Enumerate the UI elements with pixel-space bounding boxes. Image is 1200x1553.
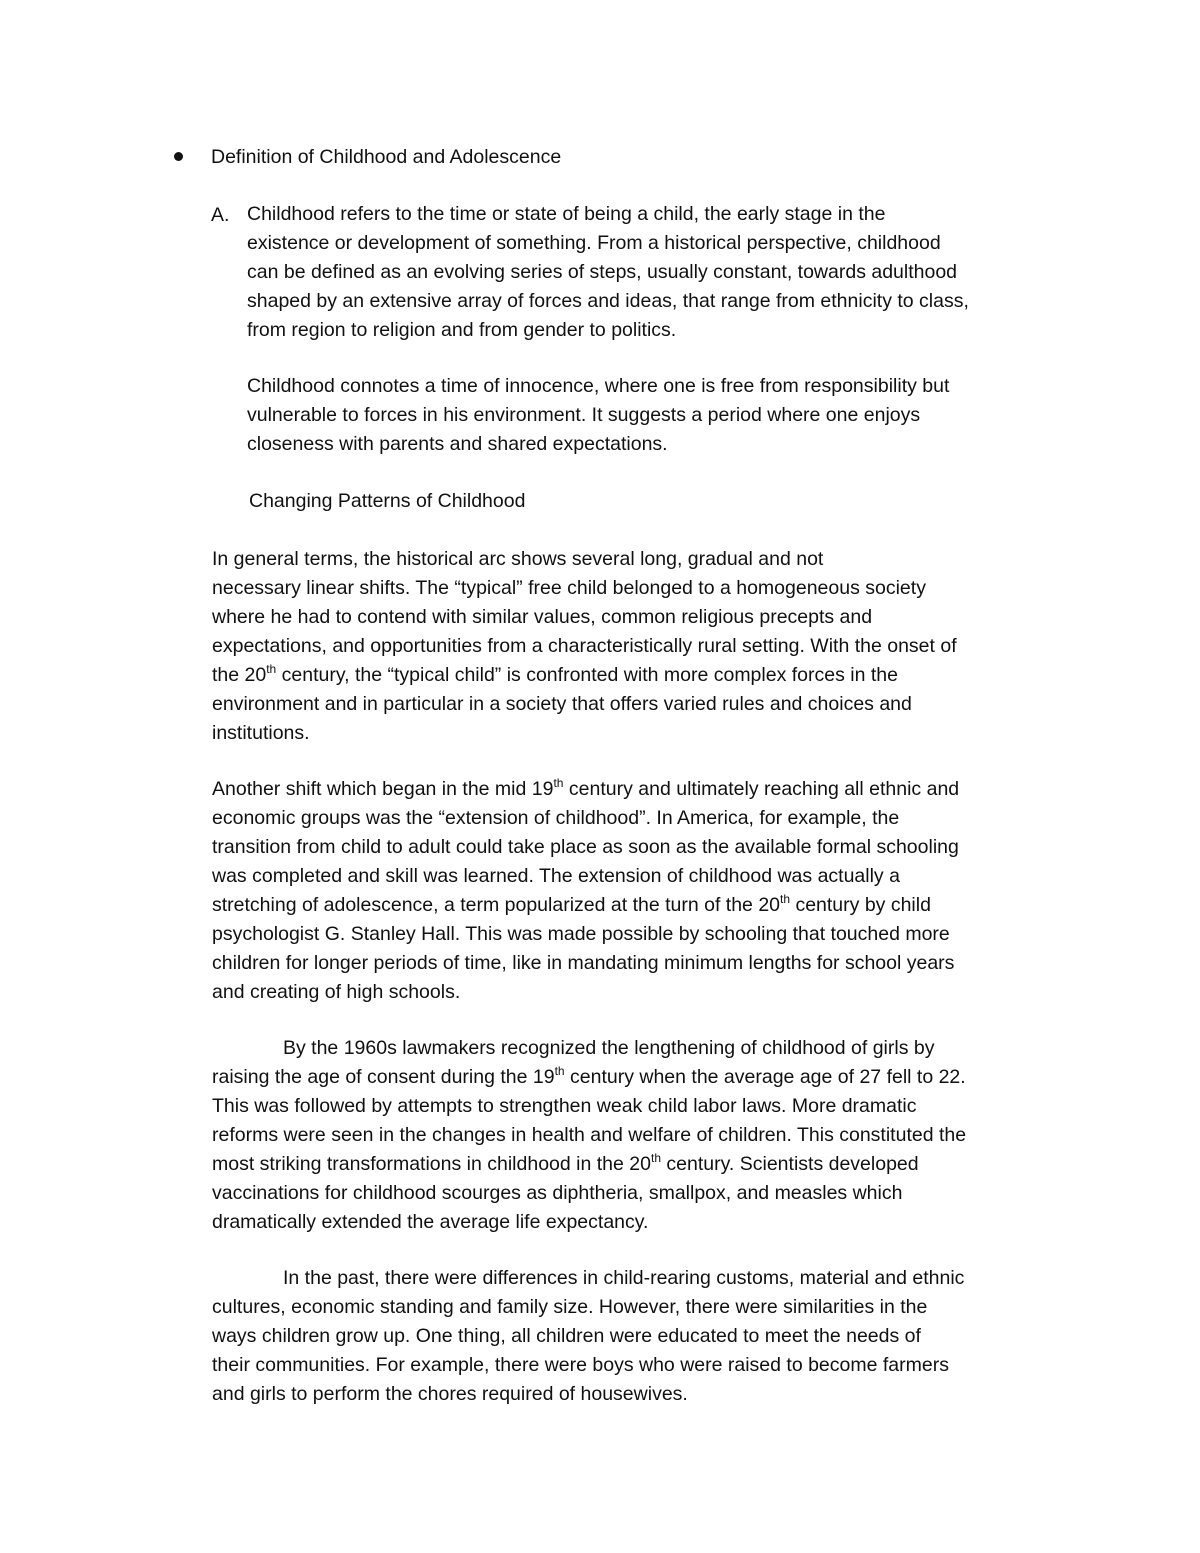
text-fragment: century, the “typical child” is confronted with more complex forces in the — [276, 664, 898, 686]
text-fragment: century and ultimately reaching all ethnic and — [563, 778, 960, 800]
text-line: institutions. — [212, 722, 310, 744]
text-line: shaped by an extensive array of forces and ideas, that range from ethnicity to class, — [247, 290, 969, 312]
text-line: children for longer periods of time, like in mandating minimum lengths for school years — [212, 952, 955, 974]
text-line: and girls to perform the chores required of housewives. — [212, 1383, 688, 1405]
text-fragment: century. Scientists developed — [661, 1153, 919, 1175]
text-line: environment and in particular in a society that offers varied rules and choices and — [212, 693, 912, 715]
paragraph-1960s-lawmakers — [212, 1034, 966, 1237]
text-line: vaccinations for childhood scourges as diphtheria, smallpox, and measles which — [212, 1182, 903, 1204]
paragraph-child-rearing — [212, 1264, 964, 1409]
text-line: can be defined as an evolving series of steps, usually constant, towards adulthood — [247, 261, 958, 283]
text-line — [212, 1063, 966, 1092]
text-fragment: Another shift which began in the mid 19 — [212, 778, 554, 800]
text-line: expectations, and opportunities from a characteristically rural setting. With the onset of — [212, 635, 957, 657]
text-fragment: stretching of adolescence, a term popularized at the turn of the 20 — [212, 894, 781, 916]
text-line: cultures, economic standing and family size. However, there were similarities in the — [212, 1296, 928, 1318]
text-line: economic groups was the “extension of childhood”. In America, for example, the — [212, 807, 900, 829]
text-line: reforms were seen in the changes in health and welfare of children. This constituted the — [212, 1124, 967, 1146]
superscript: th — [266, 661, 277, 676]
item-a-paragraph — [247, 200, 969, 345]
text-line: necessary linear shifts. The “typical” free child belonged to a homogeneous society — [212, 577, 926, 599]
text-line: from region to religion and from gender to politics. — [247, 319, 677, 341]
paragraph-extension-of-childhood — [212, 775, 959, 1007]
paragraph-historical-arc — [212, 545, 957, 748]
text-line — [212, 661, 957, 690]
text-line: where he had to contend with similar values, common religious precepts and — [212, 606, 873, 628]
text-line: was completed and skill was learned. The extension of childhood was actually a — [212, 865, 900, 887]
text-line: and creating of high schools. — [212, 981, 461, 1003]
list-marker-a: A. — [211, 204, 230, 226]
innocence-paragraph — [247, 372, 949, 459]
superscript: th — [780, 891, 791, 906]
section-subheading: Changing Patterns of Childhood — [249, 490, 526, 512]
text-fragment: century when the average age of 27 fell to 22. — [564, 1066, 966, 1088]
text-line — [212, 1150, 966, 1179]
text-line: Childhood connotes a time of innocence, where one is free from responsibility but — [247, 375, 950, 397]
text-line: vulnerable to forces in his environment. It suggests a period where one enjoys — [247, 404, 921, 426]
text-line — [212, 891, 959, 920]
text-fragment: century by child — [790, 894, 931, 916]
bullet-heading: Definition of Childhood and Adolescence — [211, 146, 562, 168]
text-line: their communities. For example, there were boys who were raised to become farmers — [212, 1354, 949, 1376]
text-line: dramatically extended the average life expectancy. — [212, 1211, 649, 1233]
text-line: ways children grow up. One thing, all children were educated to meet the needs of — [212, 1325, 921, 1347]
superscript: th — [650, 1150, 661, 1165]
text-fragment: the 20 — [212, 664, 267, 686]
text-line: This was followed by attempts to strengthen weak child labor laws. More dramatic — [212, 1095, 917, 1117]
text-line: By the 1960s lawmakers recognized the lengthening of childhood of girls by — [283, 1037, 935, 1059]
text-fragment: raising the age of consent during the 19 — [212, 1066, 555, 1088]
text-line: closeness with parents and shared expectations. — [247, 433, 668, 455]
text-fragment: most striking transformations in childhood in the 20 — [212, 1153, 651, 1175]
text-line: psychologist G. Stanley Hall. This was made possible by schooling that touched more — [212, 923, 950, 945]
superscript: th — [553, 775, 564, 790]
bullet-icon — [174, 152, 183, 161]
text-line — [212, 775, 959, 804]
text-line: transition from child to adult could take place as soon as the available formal schooling — [212, 836, 959, 858]
text-line: existence or development of something. From a historical perspective, childhood — [247, 232, 941, 254]
text-line: Childhood refers to the time or state of being a child, the early stage in the — [247, 203, 886, 225]
text-line: In general terms, the historical arc shows several long, gradual and not — [212, 548, 824, 570]
superscript: th — [554, 1063, 565, 1078]
text-line: In the past, there were differences in child-rearing customs, material and ethnic — [283, 1267, 965, 1289]
